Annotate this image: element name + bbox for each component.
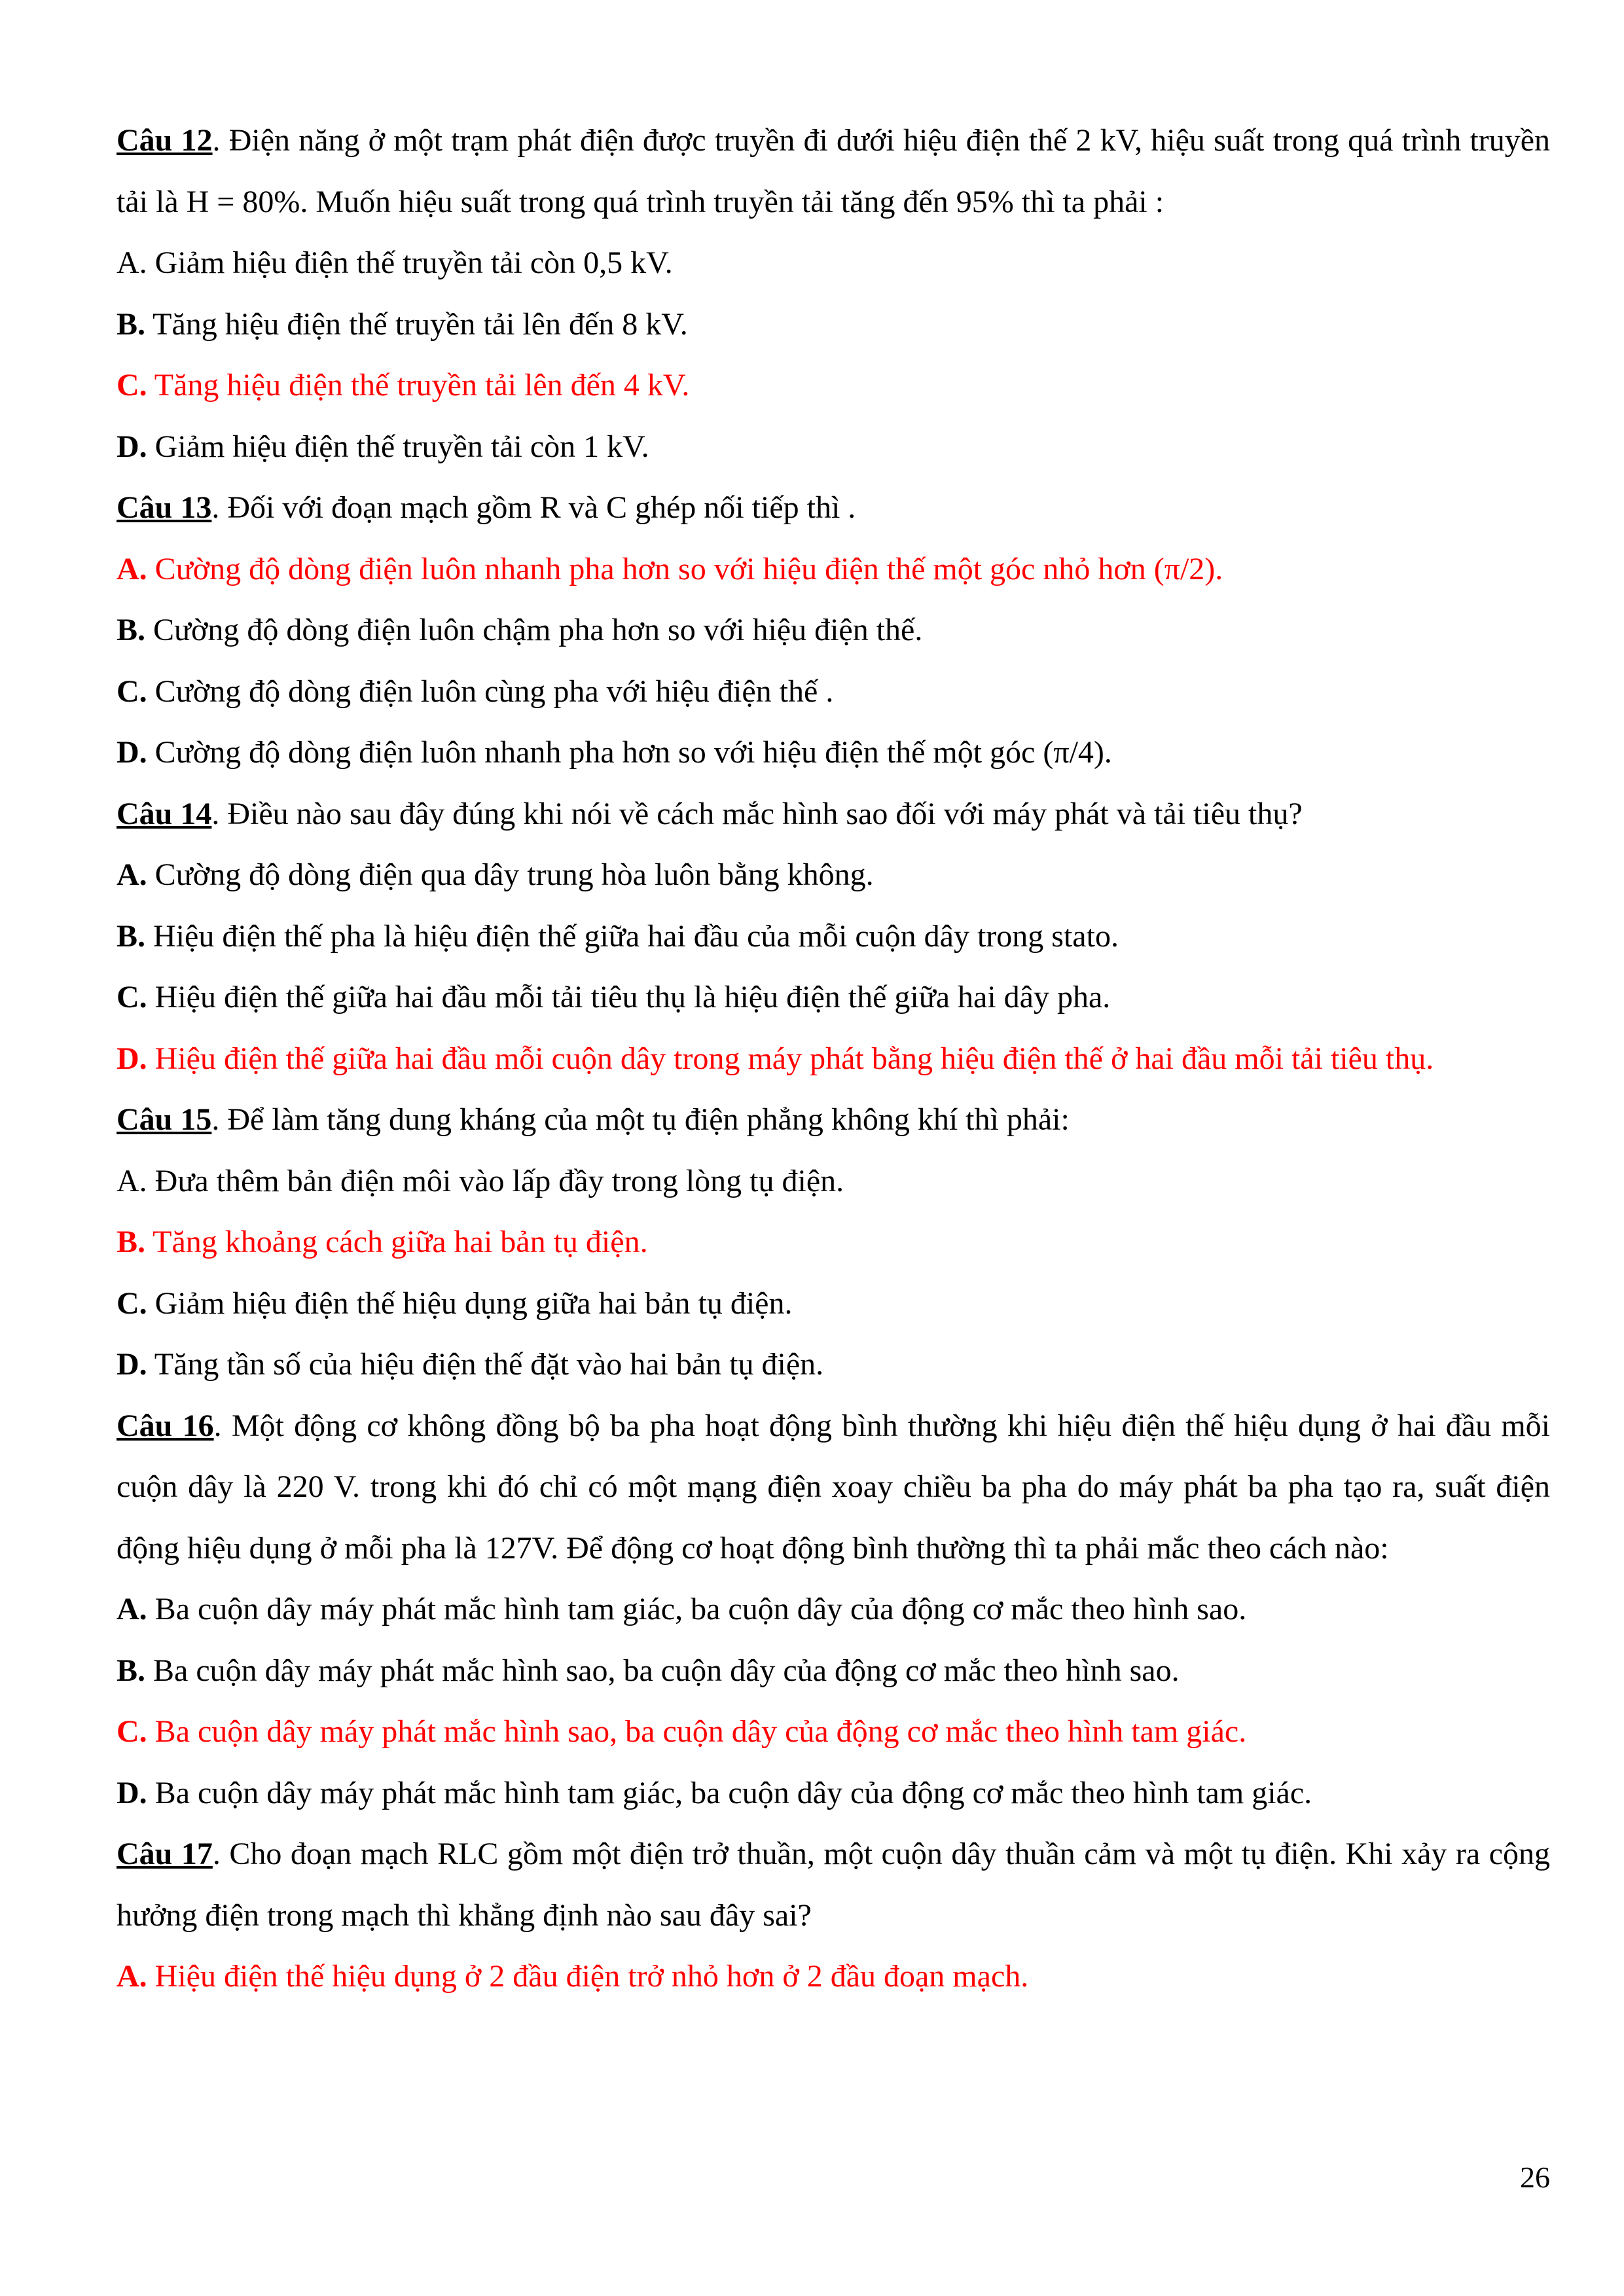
question-13-option-b: B. Cường độ dòng điện luôn chậm pha hơn so với hiệu điện thế. (117, 613, 923, 647)
question-12-option-c-correct: C. Tăng hiệu điện thế truyền tải lên đến 4 kV. (117, 368, 690, 403)
question-12-option-b: B. Tăng hiệu điện thế truyền tải lên đến 8 kV. (117, 306, 688, 342)
question-13-option-a-correct: A. Cường độ dòng điện luôn nhanh pha hơn so với hiệu điện thế một góc nhỏ hơn (π/2). (117, 551, 1223, 586)
question-16-option-d: D. Ba cuộn dây máy phát mắc hình tam giác, ba cuộn dây của động cơ mắc theo hình tam giác. (117, 1775, 1312, 1810)
question-14-option-d-correct: D. Hiệu điện thế giữa hai đầu mỗi cuộn dây trong máy phát bằng hiệu điện thế ở hai đầu mỗi tải tiêu thụ. (117, 1041, 1434, 1076)
question-16-option-a: A. Ba cuộn dây máy phát mắc hình tam giác, ba cuộn dây của động cơ mắc theo hình sao. (117, 1592, 1247, 1626)
question-15-option-c: C. Giảm hiệu điện thế hiệu dụng giữa hai bản tụ điện. (117, 1285, 793, 1321)
page-number: 26 (1520, 2161, 1550, 2194)
question-12-stem (117, 110, 1550, 232)
question-16-label: Câu 16 (117, 1408, 214, 1443)
question-17-label: Câu 17 (117, 1837, 213, 1871)
question-12-label: Câu 12 (117, 123, 213, 158)
question-14-option-a: A. Cường độ dòng điện qua dây trung hòa luôn bằng không. (117, 857, 874, 892)
question-12-option-a: A. Giảm hiệu điện thế truyền tải còn 0,5 kV. (117, 245, 673, 280)
question-12-text: . Điện năng ở một trạm phát điện được truyền đi dưới hiệu điện thế 2 kV, hiệu suất trong quá trình truyền tải là H = 80%. Muốn hiệu suất trong quá trình truyền tải tăng đến 95% thì ta phải : (117, 123, 1551, 219)
question-16-option-c-correct: C. Ba cuộn dây máy phát mắc hình sao, ba cuộn dây của động cơ mắc theo hình tam giác. (117, 1714, 1247, 1749)
question-14-stem (117, 783, 1550, 845)
question-16-text: . Một động cơ không đồng bộ ba pha hoạt động bình thường khi hiệu điện thế hiệu dụng ở hai đầu mỗi cuộn dây là 220 V. trong khi đó chỉ có một mạng điện xoay chiều ba pha do máy phát ba pha tạo ra, suất điện động hiệu dụng ở mỗi pha là 127V. Để động cơ hoạt động bình thường thì ta phải mắc theo cách nào: (117, 1408, 1551, 1566)
question-13-option-d: D. Cường độ dòng điện luôn nhanh pha hơn so với hiệu điện thế một góc (π/4). (117, 735, 1112, 770)
question-13-text: . Đối với đoạn mạch gồm R và C ghép nối tiếp thì . (211, 490, 856, 525)
question-17-stem (117, 1823, 1550, 1946)
question-14-option-b: B. Hiệu điện thế pha là hiệu điện thế giữa hai đầu của mỗi cuộn dây trong stato. (117, 918, 1119, 954)
question-16-stem (117, 1395, 1550, 1579)
document-page (117, 110, 1550, 2007)
question-14-label: Câu 14 (117, 796, 212, 831)
question-12-option-d: D. Giảm hiệu điện thế truyền tải còn 1 kV. (117, 429, 649, 464)
question-16-option-b: B. Ba cuộn dây máy phát mắc hình sao, ba cuộn dây của động cơ mắc theo hình sao. (117, 1653, 1180, 1688)
question-13-option-c: C. Cường độ dòng điện luôn cùng pha với hiệu điện thế . (117, 673, 834, 709)
question-14-text: . Điều nào sau đây đúng khi nói về cách mắc hình sao đối với máy phát và tải tiêu thụ? (211, 796, 1303, 831)
question-15-option-b-correct: B. Tăng khoảng cách giữa hai bản tụ điện. (117, 1225, 648, 1259)
question-15-option-d: D. Tăng tần số của hiệu điện thế đặt vào hai bản tụ điện. (117, 1347, 824, 1382)
question-15-label: Câu 15 (117, 1102, 212, 1137)
question-17-text: . Cho đoạn mạch RLC gồm một điện trở thuần, một cuộn dây thuần cảm và một tụ điện. Khi xảy ra cộng hưởng điện trong mạch thì khẳng định nào sau đây sai? (117, 1837, 1551, 1933)
question-17-option-a-correct: A. Hiệu điện thế hiệu dụng ở 2 đầu điện trở nhỏ hơn ở 2 đầu đoạn mạch. (117, 1959, 1029, 1994)
question-14-option-c: C. Hiệu điện thế giữa hai đầu mỗi tải tiêu thụ là hiệu điện thế giữa hai dây pha. (117, 980, 1111, 1014)
question-15-text: . Để làm tăng dung kháng của một tụ điện phẳng không khí thì phải: (211, 1102, 1070, 1137)
question-13-label: Câu 13 (117, 490, 212, 525)
question-15-option-a: A. Đưa thêm bản điện môi vào lấp đầy trong lòng tụ điện. (117, 1163, 844, 1198)
question-13-stem (117, 477, 1550, 539)
question-15-stem (117, 1089, 1550, 1151)
